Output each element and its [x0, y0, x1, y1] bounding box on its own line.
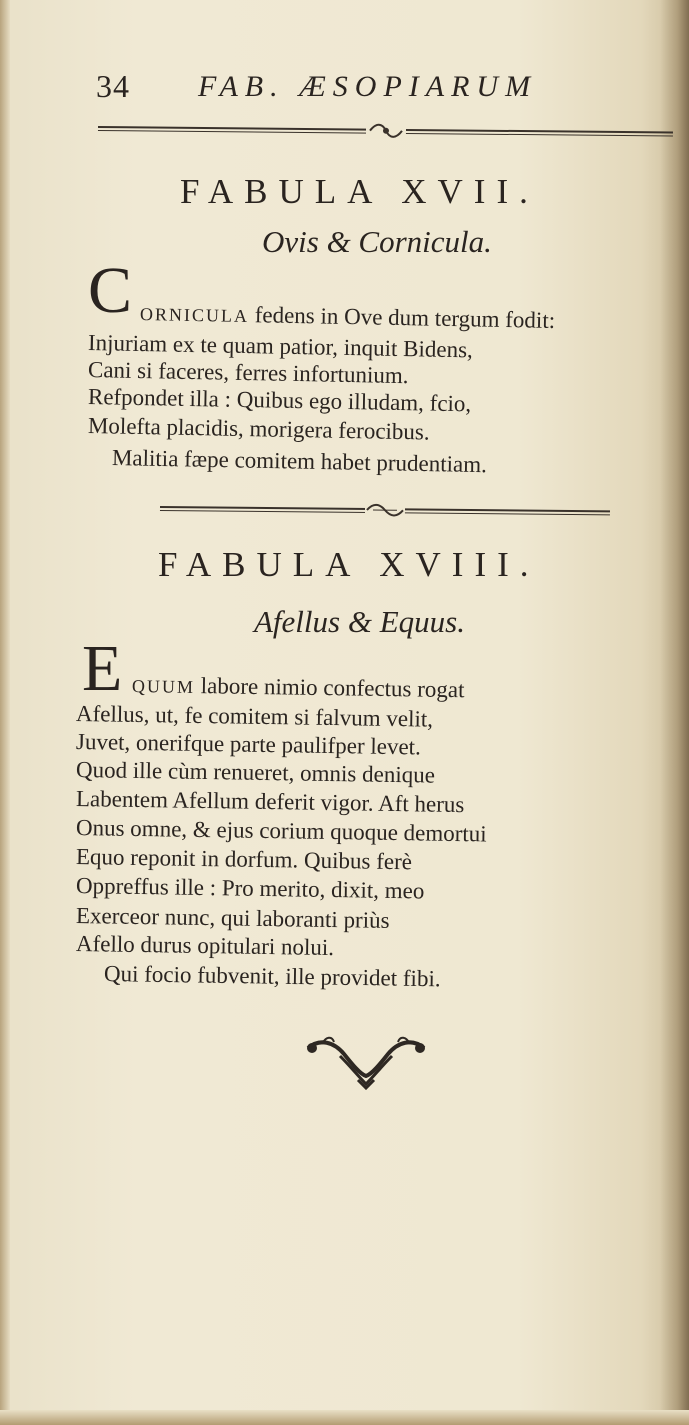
fable-17-drop-cap: C [88, 254, 133, 327]
fable-17-first-word: ORNICULA [139, 304, 250, 327]
rule-ornament-icon [365, 502, 405, 518]
fable-18-line-2: Afellus, ut, fe comitem si falvum velit, [75, 701, 434, 732]
fable-17-line-5: Molefta placidis, morigera ferocibus. [87, 413, 430, 445]
fable-18-line-10: Afello durus opitulari nolui. [75, 931, 335, 961]
fable-18-line-6: Onus omne, & ejus corium quoque demortui [75, 815, 487, 847]
fable-18-drop-cap: E [82, 632, 123, 705]
fable-18-subtitle: Afellus & Equus. [254, 604, 465, 639]
tailpiece-ornament-icon [300, 1030, 432, 1090]
fable-18-line-7: Equo reponit in dorfum. Quibus ferè [75, 844, 413, 875]
fable-18-first-word: QUUM [131, 676, 196, 697]
fable-18-line-9: Exerceor nunc, qui laboranti priùs [75, 903, 390, 933]
page-left-edge [0, 0, 10, 1425]
fable-17-line-4: Refpondet illa : Quibus ego illudam, fcio, [87, 384, 472, 417]
fable-18-line-8: Oppreffus ille : Pro merito, dixit, meo [75, 873, 425, 904]
fable-18-moral: Qui focio fubvenit, ille providet fibi. [103, 961, 441, 992]
fable-18-line-1: QUUM labore nimio confectus rogat [131, 673, 465, 703]
book-gutter-shadow [660, 0, 689, 1425]
page-bottom-edge [0, 1410, 689, 1425]
fable-18-line-4: Quod ille cùm renueret, omnis denique [75, 757, 436, 788]
fable-17-line-3: Cani si faceres, ferres infortunium. [87, 357, 409, 389]
running-title: FAB. ÆSOPIARUM [198, 70, 538, 103]
rule-ornament-icon [365, 123, 405, 139]
fable-17-line-2: Injuriam ex te quam patior, inquit Bidens, [87, 330, 474, 363]
fable-17-subtitle: Ovis & Cornicula. [262, 224, 492, 259]
fable-17-moral: Malitia fæpe comitem habet prudentiam. [111, 445, 488, 478]
fable-17-line-1: ORNICULA fedens in Ove dum tergum fodit: [139, 302, 556, 333]
fable-18-line-3: Juvet, onerifque parte paulifper levet. [75, 729, 422, 760]
page-number: 34 [96, 68, 130, 104]
fable-18-heading: FABULA XVIII. [158, 545, 540, 584]
fable-18-line-5: Labentem Afellum deferit vigor. Aft herus [75, 786, 465, 818]
fable-17-heading: FABULA XVII. [180, 172, 539, 211]
